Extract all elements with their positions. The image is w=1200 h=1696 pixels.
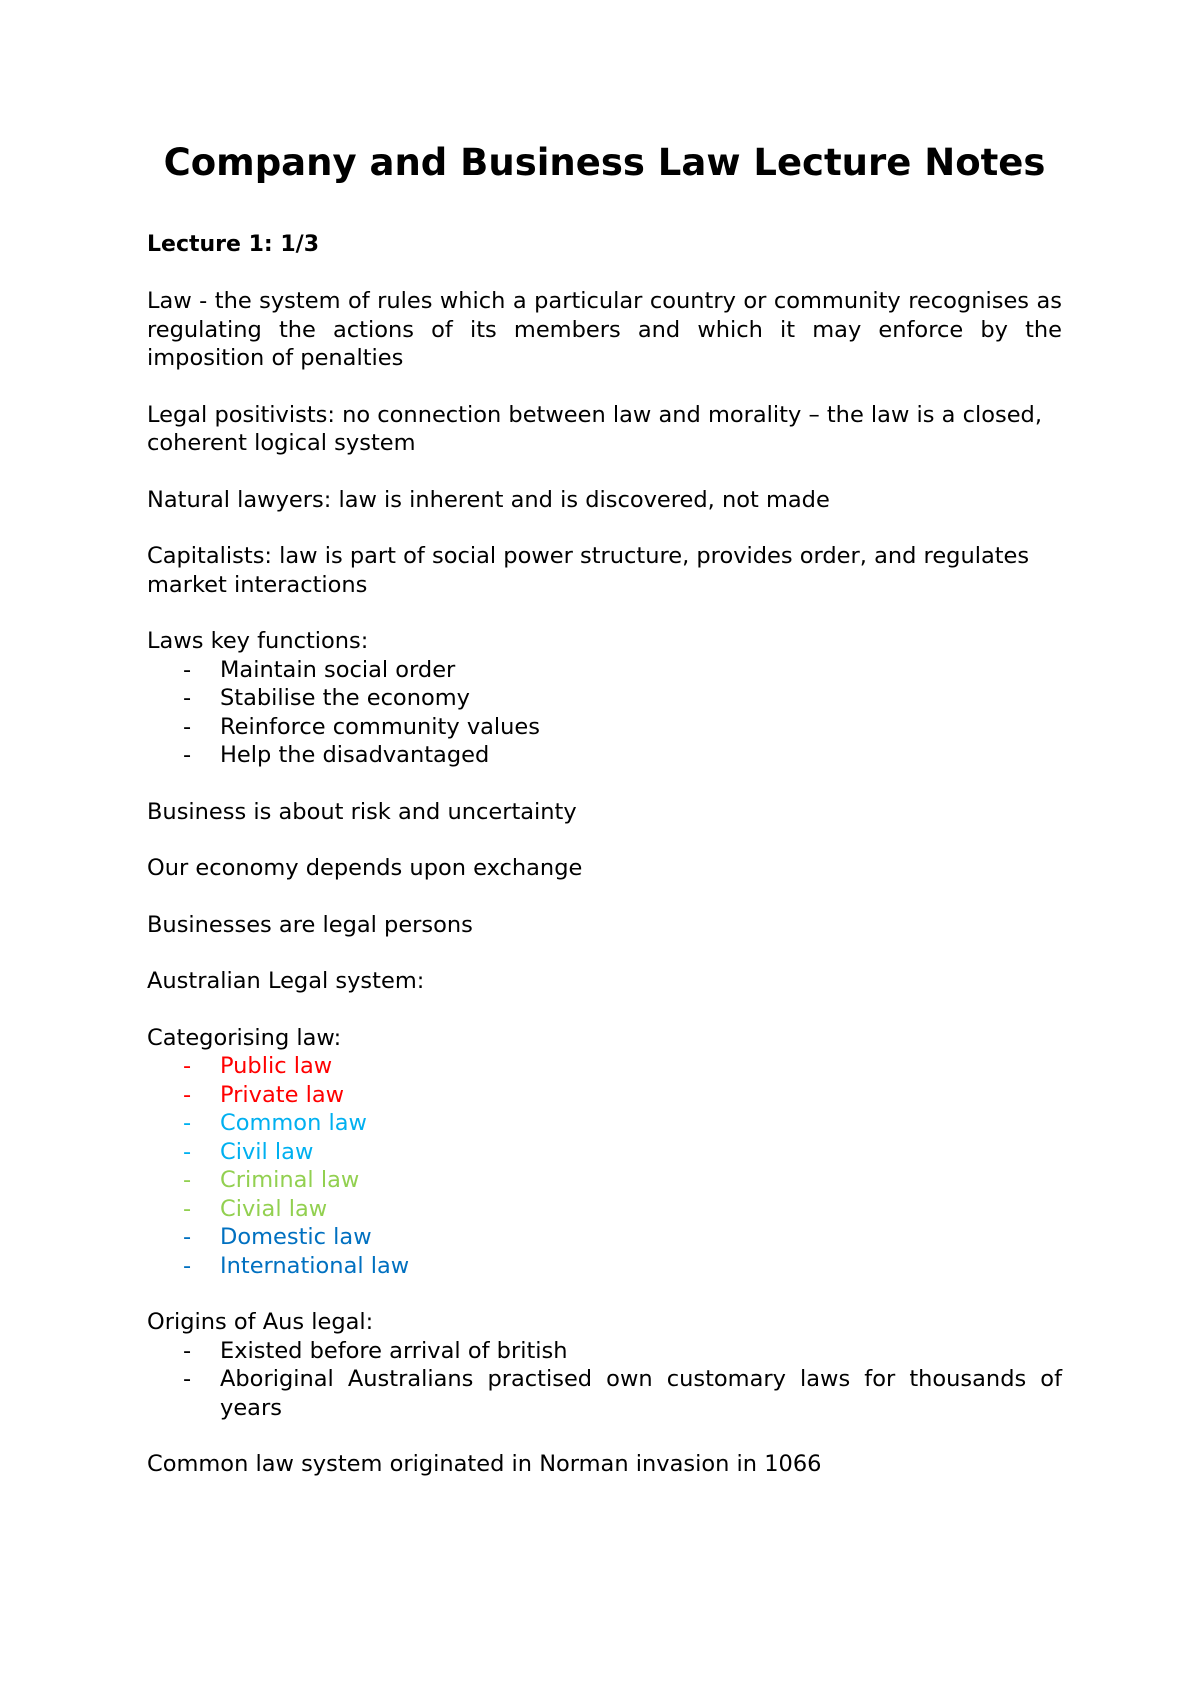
economy-exchange-note: Our economy depends upon exchange xyxy=(147,855,583,881)
list-item xyxy=(147,713,1062,742)
dash-bullet: - xyxy=(183,1053,192,1079)
law-definition: Law - the system of rules which a particular country or community recognises as regulating the actions of its members and which it may enforce by the imposition of penalties xyxy=(147,288,1062,371)
category-item xyxy=(147,1081,1062,1110)
key-functions-list xyxy=(147,656,1062,770)
category-item xyxy=(147,1052,1062,1081)
dash-bullet: - xyxy=(183,1081,192,1108)
australian-legal-system-heading: Australian Legal system: xyxy=(147,968,425,994)
category-label: Civial law xyxy=(220,1195,328,1222)
category-item xyxy=(147,1138,1062,1167)
dash-bullet: - xyxy=(183,685,192,711)
dash-bullet: - xyxy=(183,713,192,740)
capitalists-note: Capitalists: law is part of social power structure, provides order, and regulates market interactions xyxy=(147,543,1030,598)
list-item-text: Maintain social order xyxy=(220,656,456,683)
dash-bullet: - xyxy=(183,1138,192,1165)
category-label: Civil law xyxy=(220,1138,314,1165)
category-label: Common law xyxy=(220,1110,367,1136)
category-label: Domestic law xyxy=(220,1224,372,1250)
category-label: Private law xyxy=(220,1081,345,1108)
list-item-text: Existed before arrival of british xyxy=(220,1337,568,1364)
dash-bullet: - xyxy=(183,1195,192,1222)
lecture-heading: Lecture 1: 1/3 xyxy=(147,232,320,257)
dash-bullet: - xyxy=(183,1366,192,1392)
category-item xyxy=(147,1195,1062,1224)
origins-list xyxy=(147,1337,1062,1423)
category-item xyxy=(147,1252,1062,1281)
list-item-text: Reinforce community values xyxy=(220,713,540,740)
category-label: International law xyxy=(220,1252,410,1279)
document-page xyxy=(147,140,1062,1507)
business-risk-note: Business is about risk and uncertainty xyxy=(147,798,577,825)
dash-bullet: - xyxy=(183,1167,192,1193)
list-item-text: Help the disadvantaged xyxy=(220,742,490,768)
common-law-origin-note: Common law system originated in Norman invasion in 1066 xyxy=(147,1451,822,1477)
list-item xyxy=(147,1337,1062,1366)
dash-bullet: - xyxy=(183,1252,192,1279)
dash-bullet: - xyxy=(183,742,192,768)
origins-heading: Origins of Aus legal: xyxy=(147,1309,374,1335)
natural-lawyers-note: Natural lawyers: law is inherent and is discovered, not made xyxy=(147,486,830,513)
list-item-text: Stabilise the economy xyxy=(220,685,470,711)
key-functions-heading: Laws key functions: xyxy=(147,628,369,654)
dash-bullet: - xyxy=(183,656,192,683)
category-label: Criminal law xyxy=(220,1167,360,1193)
category-item xyxy=(147,1166,1062,1195)
categorising-law-list xyxy=(147,1052,1062,1280)
categorising-law-heading: Categorising law: xyxy=(147,1024,342,1051)
dash-bullet: - xyxy=(183,1224,192,1250)
document-title: Company and Business Law Lecture Notes xyxy=(163,141,1046,184)
list-item xyxy=(147,741,1062,770)
list-item-text: Aboriginal Australians practised own customary laws for thousands of years xyxy=(220,1366,1062,1421)
legal-persons-note: Businesses are legal persons xyxy=(147,911,473,938)
dash-bullet: - xyxy=(183,1110,192,1136)
list-item xyxy=(147,656,1062,685)
category-item xyxy=(147,1223,1062,1252)
dash-bullet: - xyxy=(183,1337,192,1364)
category-label: Public law xyxy=(220,1053,333,1079)
category-item xyxy=(147,1109,1062,1138)
legal-positivists-note: Legal positivists: no connection between law and morality – the law is a closed, coherent logical system xyxy=(147,401,1042,456)
list-item xyxy=(147,684,1062,713)
list-item xyxy=(147,1365,1062,1422)
